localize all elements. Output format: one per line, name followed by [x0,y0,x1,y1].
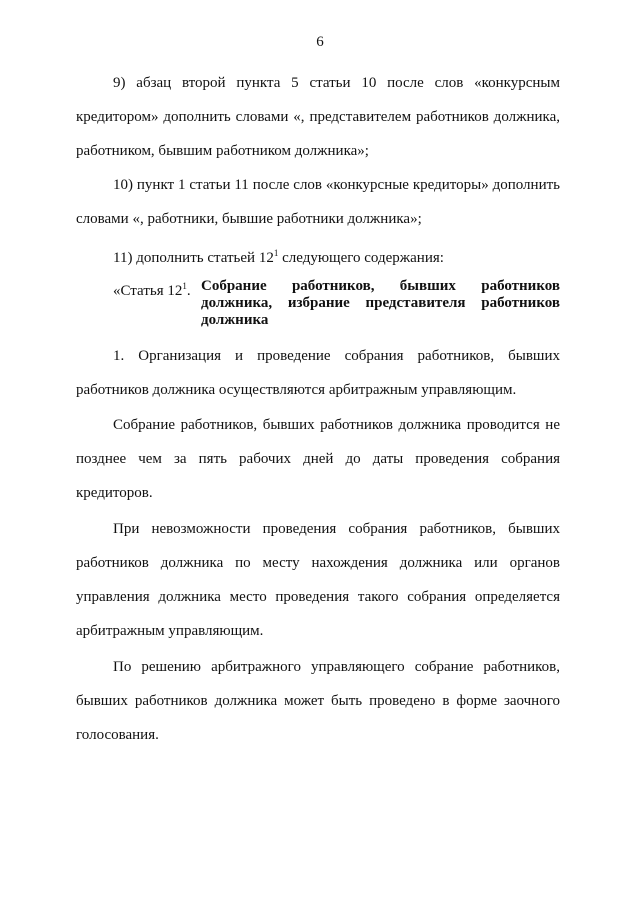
paragraph-1: 1. Организация и проведение собрания работников, бывших работников должника осуществляются арбитражным управляющим. [76,348,560,398]
article-title: Собрание работников, бывших работников должника, избрание представителя работников должника [201,278,560,328]
list-item-11-text: 11) дополнить статьей 12 [113,250,274,266]
article-label-superscript: 1 [182,281,187,291]
article-label [113,278,201,300]
list-item-11 [76,236,560,275]
list-item-11-tail: следующего содержания: [278,250,444,266]
paragraph-2: Собрание работников, бывших работников должника проводится не позднее чем за пять рабочих дней до даты проведения собрания кредиторов. [76,417,560,501]
page-number: 6 [316,34,324,50]
paragraph-4: По решению арбитражного управляющего собрание работников, бывших работников должника может быть проведено в форме заочного голосования. [76,659,560,743]
list-item-11-superscript: 1 [273,248,279,258]
article-heading [113,278,560,329]
article-label-text: «Статья 12 [113,283,183,299]
article-label-dot: . [186,283,191,299]
paragraph-3: При невозможности проведения собрания работников, бывших работников должника по месту нахождения должника или органов управления должника место проведения такого собрания определяется арбитражным управляющим. [76,521,560,639]
list-item-9: 9) абзац второй пункта 5 статьи 10 после слов «конкурсным кредитором» дополнить словами «, представителем работников должника, работником, бывшим работником должника»; [76,75,560,159]
list-item-10: 10) пункт 1 статьи 11 после слов «конкурсные кредиторы» дополнить словами «, работники, бывшие работники должника»; [76,177,560,227]
